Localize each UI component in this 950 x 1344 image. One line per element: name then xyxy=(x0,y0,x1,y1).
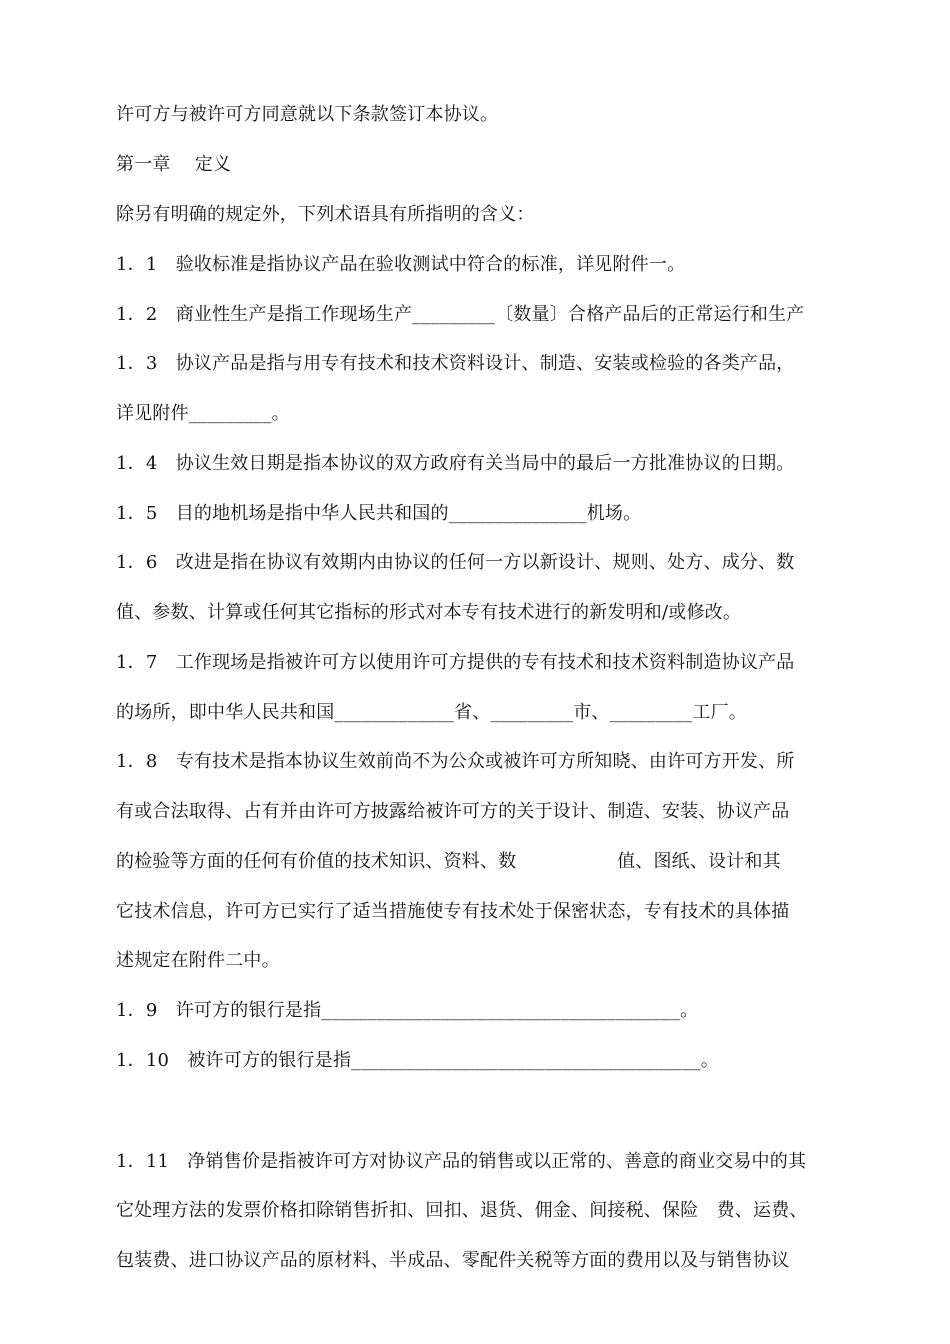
clause-1-5: 1．5 目的地机场是指中华人民共和国的_______________机场。 xyxy=(116,503,642,524)
clause-1-3: 1．3 协议产品是指与用专有技术和技术资料设计、制造、安装或检验的各类产品， xyxy=(116,353,795,374)
clause-1-8-line-3: 的检验等方面的任何有价值的技术知识、资料、数 值、图纸、设计和其 xyxy=(116,851,781,872)
clause-1-11-line-3: 包装费、进口协议产品的原材料、半成品、零配件关税等方面的费用以及与销售协议 xyxy=(116,1250,790,1271)
clause-1-7-continued: 的场所，即中华人民共和国_____________省、_________市、_________工厂。 xyxy=(116,702,747,723)
clause-1-8-line-4: 它技术信息，许可方已实行了适当措施使专有技术处于保密状态，专有技术的具体描 xyxy=(116,901,790,922)
clause-1-11-line-2: 它处理方法的发票价格扣除销售折扣、回扣、退货、佣金、间接税、保险 费、运费、 xyxy=(116,1200,808,1221)
definition-intro: 除另有明确的规定外，下列术语具有所指明的含义： xyxy=(116,204,535,225)
clause-1-7: 1．7 工作现场是指被许可方以使用许可方提供的专有技术和技术资料制造协议产品 xyxy=(116,652,795,673)
clause-1-8-line-5: 述规定在附件二中。 xyxy=(116,950,280,971)
clause-1-11: 1．11 净销售价是指被许可方对协议产品的销售或以正常的、善意的商业交易中的其 xyxy=(116,1151,807,1172)
clause-1-6-continued: 值、参数、计算或任何其它指标的形式对本专有技术进行的新发明和/或修改。 xyxy=(116,602,742,623)
clause-1-10: 1．10 被许可方的银行是指______________________________________。 xyxy=(116,1050,719,1071)
clause-1-4: 1．4 协议生效日期是指本协议的双方政府有关当局中的最后一方批准协议的日期。 xyxy=(116,453,795,474)
clause-1-8: 1．8 专有技术是指本协议生效前尚不为公众或被许可方所知晓、由许可方开发、所 xyxy=(116,751,795,772)
clause-1-9: 1．9 许可方的银行是指_______________________________________。 xyxy=(116,1000,699,1021)
clause-1-1: 1．1 验收标准是指协议产品在验收测试中符合的标准，详见附件一。 xyxy=(116,254,686,275)
intro-line: 许可方与被许可方同意就以下条款签订本协议。 xyxy=(116,104,499,125)
clause-1-2: 1．2 商业性生产是指工作现场生产_________〔数量〕合格产品后的正常运行和生产 xyxy=(116,304,805,325)
chapter-heading: 第一章 定义 xyxy=(116,154,232,175)
clause-1-8-line-2: 有或合法取得、占有并由许可方披露给被许可方的关于设计、制造、安装、协议产品 xyxy=(116,801,790,822)
clause-1-6: 1．6 改进是指在协议有效期内由协议的任何一方以新设计、规则、处方、成分、数 xyxy=(116,552,795,573)
clause-1-3-continued: 详见附件_________。 xyxy=(116,403,290,424)
